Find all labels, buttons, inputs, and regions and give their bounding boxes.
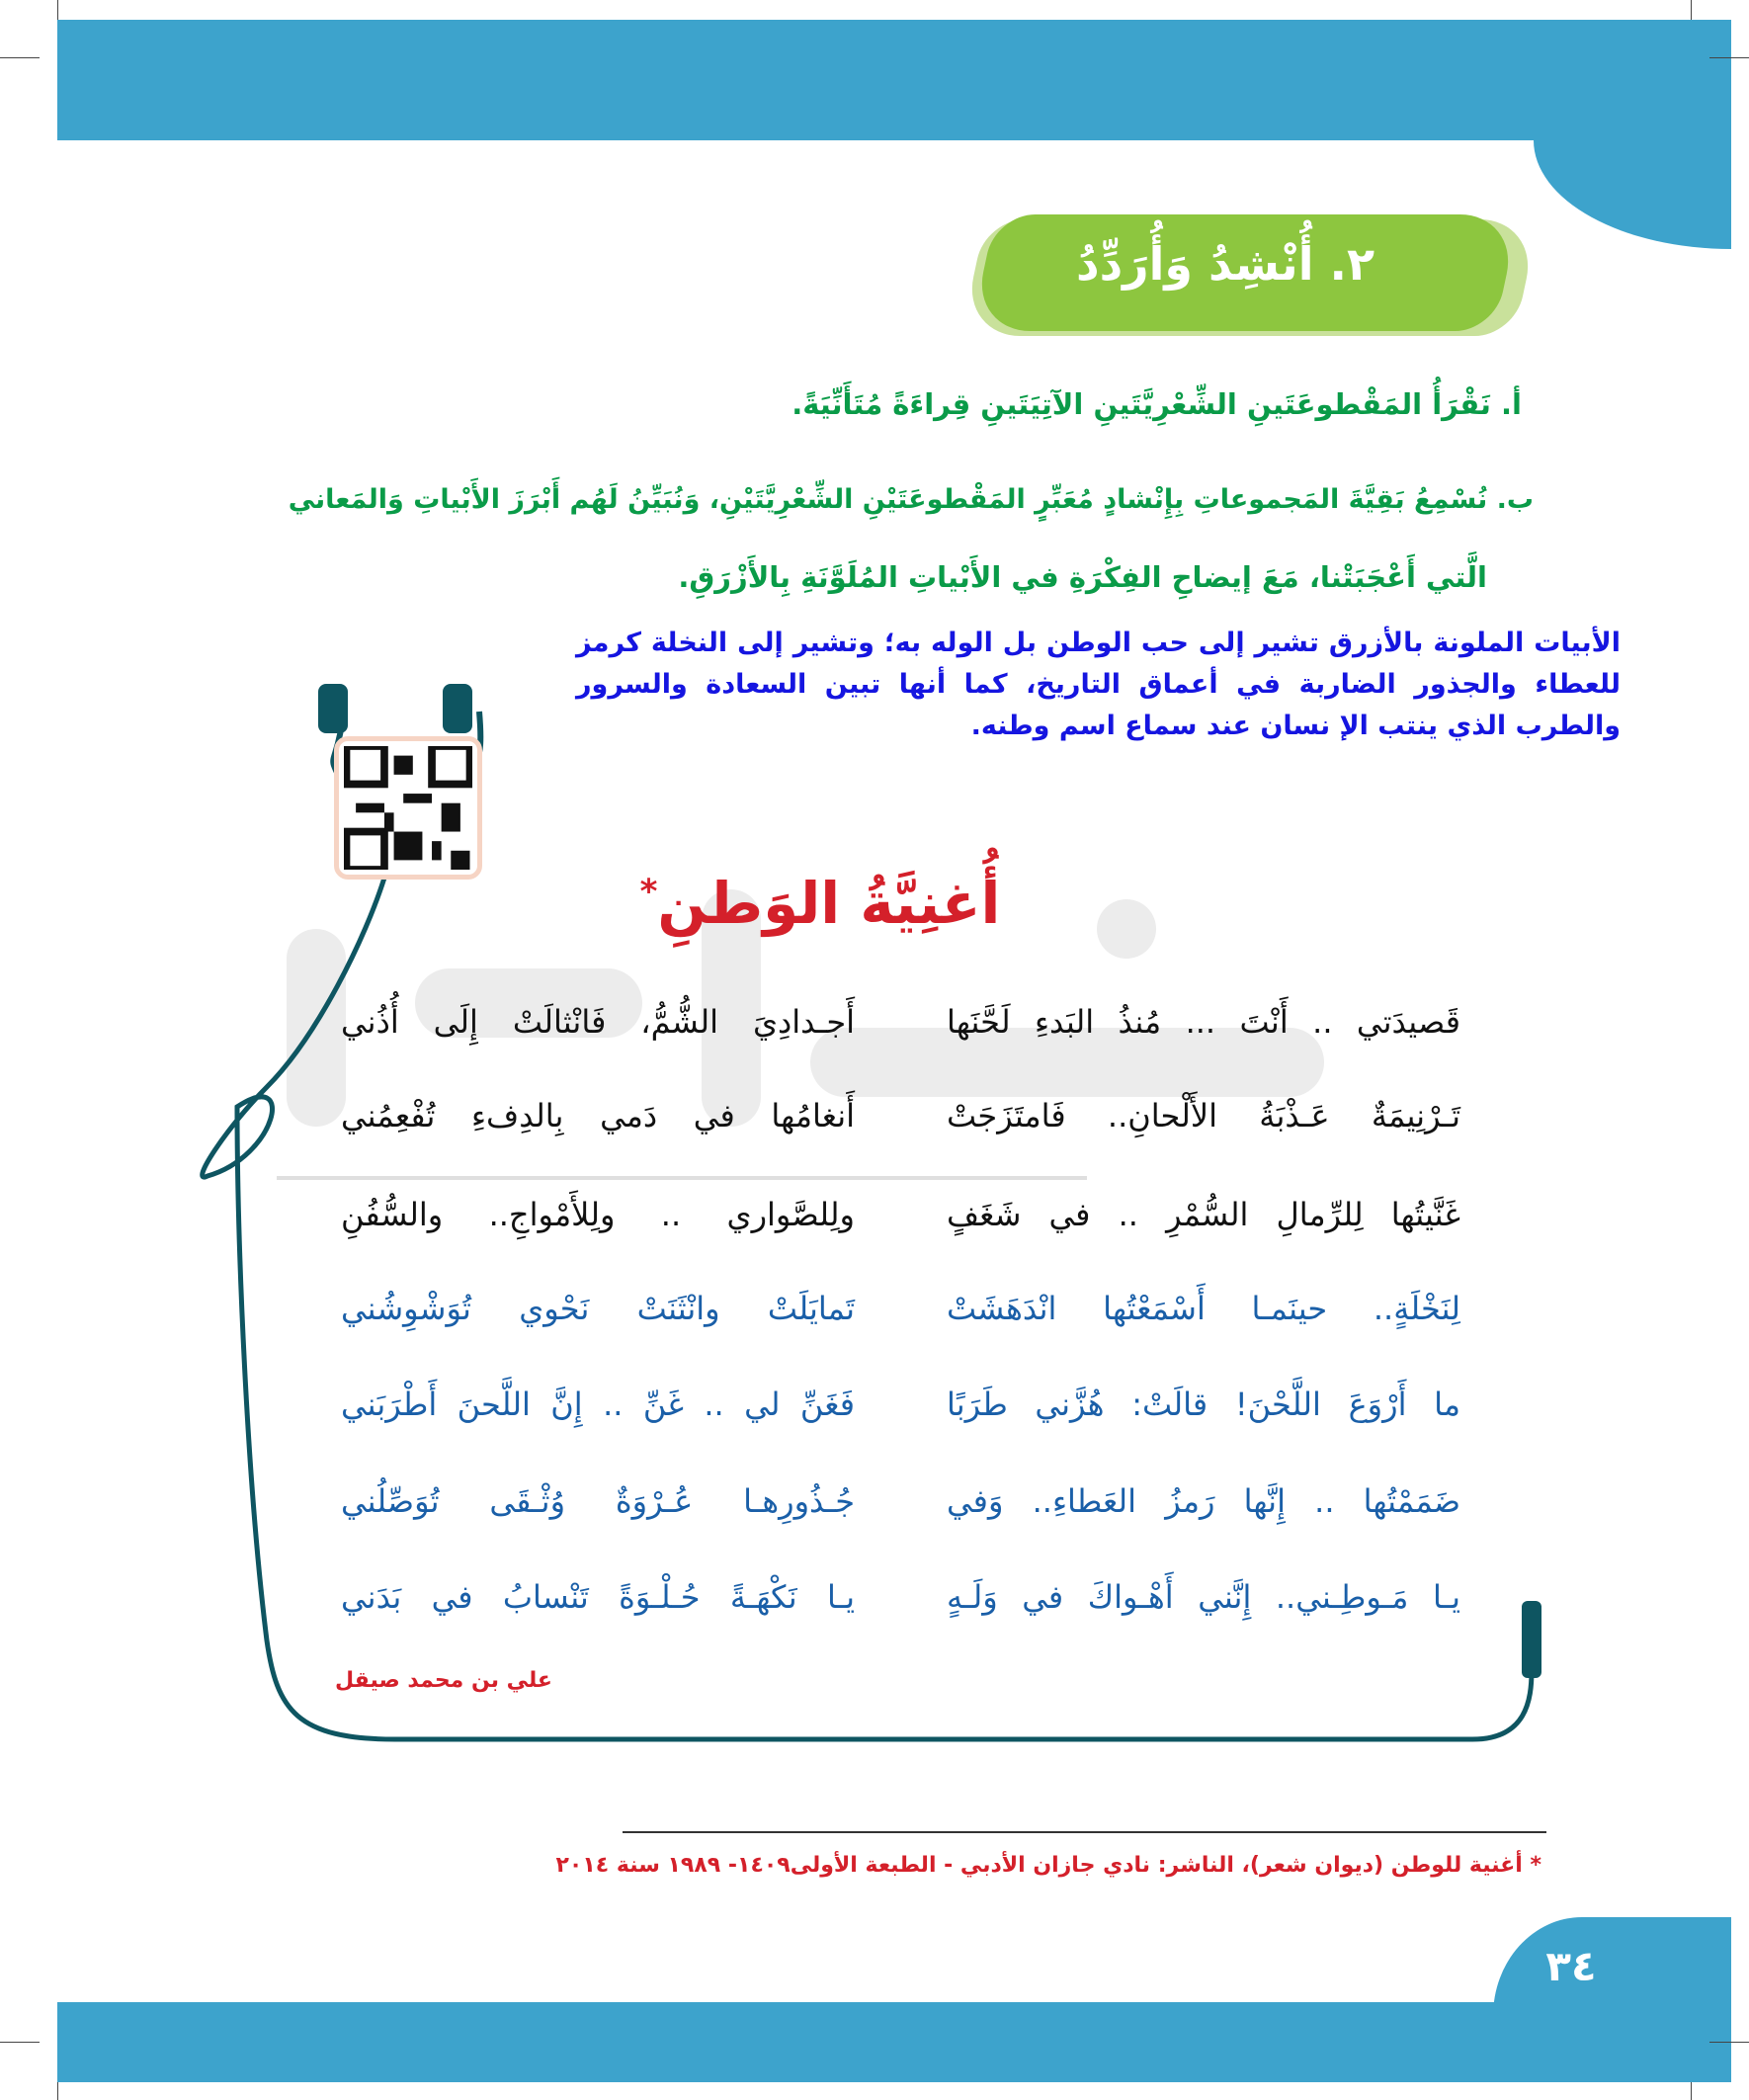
crop-mark	[57, 2082, 58, 2100]
poem-verse-right: ضَمَمْتُها .. إِنَّها رَمزُ العَطاءِ.. وَفي	[947, 1482, 1460, 1520]
qr-code-icon	[344, 746, 472, 870]
crop-mark	[1709, 2042, 1749, 2043]
instruction-a: أ. نَقْرَأُ المَقْطوعَتَينِ الشِّعْرِيَّتَينِ الآتِيَتَينِ قِراءَةً مُتَأَنِّيَةً.	[791, 387, 1522, 421]
poem-verse-right: لِنَخْلَةٍ.. حينَمـا أَسْمَعْتُها انْدَهَشَتْ	[947, 1290, 1460, 1327]
poem-verse-left: أَجـدادِيَ الشُّمُّ، فَانْثالَتْ إِلَى أُذُني	[341, 1003, 855, 1041]
poem-verse-left: تَمايَلَتْ وانْثَنَتْ نَحْوي تُوَشْوِشُني	[341, 1290, 855, 1327]
poem-author: علي بن محمد صيقل	[335, 1668, 552, 1693]
footnote-divider	[623, 1831, 1546, 1833]
bottom-decor-band	[57, 2002, 1731, 2082]
instruction-b-line1: ب. نُسْمِعُ بَقِيَّةَ المَجموعاتِ بِإِنْشادٍ مُعَبِّرٍ المَقْطوعَتَيْنِ الشِّعْرِيَّتَيْنِ، وَنُبَيِّنُ لَهُم أَبْرَزَ الأَبْياتِ وَالمَعاني	[288, 484, 1534, 515]
crop-mark	[1691, 0, 1692, 20]
instruction-b-line2: الَّتي أَعْجَبَتْنا، مَعَ إيضاحِ الفِكْرَةِ في الأَبْياتِ المُلَوَّنَةِ بِالأَزْرَقِ.	[678, 560, 1487, 594]
crop-mark	[57, 0, 58, 20]
poem-verse-right: قَصيدَتي .. أَنْتَ ... مُنذُ البَدءِ لَحَّنَها	[947, 1003, 1460, 1041]
section-title: ٢. أُنْشِدُ وَأُرَدِّدُ	[1075, 237, 1375, 291]
poem-verse-right: يـا مَـوطِـني.. إِنَّني أَهْـواكَ في وَلَـهٍ	[947, 1578, 1460, 1616]
crop-mark	[0, 2042, 40, 2043]
crop-mark	[0, 57, 40, 58]
crop-mark	[1691, 2082, 1692, 2100]
poem-verse-left: أَنغامُها في دَمي بِالدِفءِ تُفْعِمُني	[341, 1097, 855, 1134]
poem-verse-left: جُـذُورِهـا عُـرْوَةٌ وُثْـقَى تُوَصِّلُني	[341, 1482, 855, 1520]
poem-verse-right: تَـرْنِيمَةٌ عَـذْبَةُ الأَلْحانِ.. فَامتَزَجَتْ	[947, 1097, 1460, 1134]
poem-verse-left: يـا نَكْهَـةً حُـلْـوَةً تَنْسابُ في بَدَني	[341, 1578, 855, 1616]
answer-text: الأبيات الملونة بالأزرق تشير إلى حب الوطن بل الوله به؛ وتشير إلى النخلة كرمز للعطاء والجذور الضاربة في أعماق التاريخ، كما أنها تبين السعادة والسرور والطرب الذي ينتب الإ نسان عند سماع اسم وطنه.	[576, 628, 1621, 741]
footnote	[553, 1853, 1541, 1878]
poem-verse-left: فَغَنِّ لي .. غَنِّ .. إِنَّ اللَّحنَ أَطْرَبَني	[341, 1386, 855, 1423]
page-number: ٣٤	[1545, 1942, 1597, 1990]
poem-verse-left: ولِلصَّواري .. ولِلأَمْواجِ.. والسُّفُنِ	[341, 1196, 855, 1233]
crop-mark	[1709, 57, 1749, 58]
poem-verse-right: ما أَرْوَعَ اللَّحْنَ! قالَتْ: هُزَّني طَرَبًا	[947, 1386, 1460, 1423]
footnote-text: أغنية للوطن (ديوان شعر)، الناشر: نادي جازان الأدبي - الطبعة الأولى١٤٠٩- ١٩٨٩ سنة ٢٠١٤	[555, 1853, 1523, 1878]
footnote-mark: *	[1530, 1853, 1541, 1878]
qr-code[interactable]	[334, 736, 482, 880]
poem-title	[593, 870, 1047, 937]
footnote-marker: *	[639, 872, 658, 912]
poem-verse-right: غَنَّيتُها لِلرِّمالِ السُّمْرِ .. في شَغَفٍ	[947, 1196, 1460, 1233]
poem-title-text: أُغنِيَّةُ الوَطنِ	[657, 870, 1001, 937]
